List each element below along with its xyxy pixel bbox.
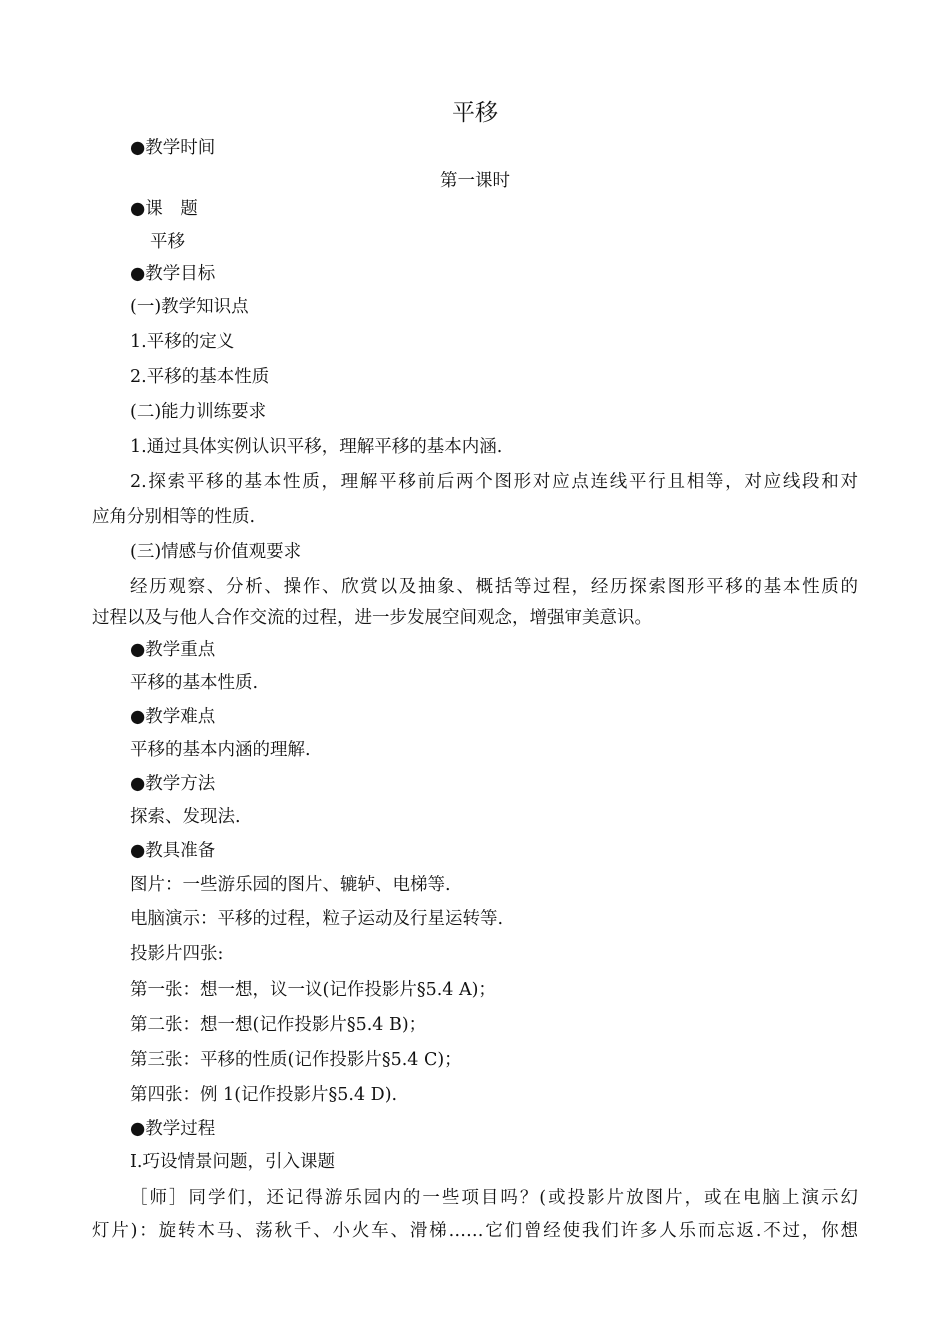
process-text-line-2: 灯片)：旋转木马、荡秋千、小火车、滑梯……它们曾经使我们许多人乐而忘返.不过，你想 <box>92 1221 858 1241</box>
heading-method: ●教学方法 <box>130 774 216 794</box>
heading-difficulty: ●教学难点 <box>130 707 216 727</box>
materials-computer: 电脑演示：平移的过程，粒子运动及行星运转等. <box>130 909 504 929</box>
emotion-text-line-1: 经历观察、分析、操作、欣赏以及抽象、概括等过程，经历探索图形平移的基本性质的 <box>130 577 858 597</box>
slide-3: 第三张：平移的性质(记作投影片§5.4 C)； <box>130 1050 462 1070</box>
heading-topic: ●课 题 <box>130 199 198 219</box>
subheading-emotion: (三)情感与价值观要求 <box>130 542 302 562</box>
heading-materials: ●教具准备 <box>130 841 216 861</box>
ability-item-2-line-1: 2.探索平移的基本性质，理解平移前后两个图形对应点连线平行且相等，对应线段和对 <box>130 472 858 492</box>
heading-teaching-time: ●教学时间 <box>130 138 216 158</box>
topic-text: 平移 <box>150 232 185 252</box>
process-text-line-1: ［师］同学们，还记得游乐园内的一些项目吗？(或投影片放图片，或在电脑上演示幻 <box>130 1188 858 1208</box>
difficulty-text: 平移的基本内涵的理解. <box>130 740 311 760</box>
subheading-knowledge: (一)教学知识点 <box>130 297 249 317</box>
materials-slides: 投影片四张: <box>130 944 224 964</box>
method-text: 探索、发现法. <box>130 807 241 827</box>
key-point-text: 平移的基本性质. <box>130 673 259 693</box>
materials-pictures: 图片：一些游乐园的图片、辘轳、电梯等. <box>130 875 451 895</box>
slide-1: 第一张：想一想，议一议(记作投影片§5.4 A)； <box>130 980 496 1000</box>
ability-item-2-line-2: 应角分别相等的性质. <box>92 507 256 527</box>
knowledge-item-1: 1.平移的定义 <box>130 332 235 352</box>
slide-2: 第二张：想一想(记作投影片§5.4 B)； <box>130 1015 427 1035</box>
subheading-ability: (二)能力训练要求 <box>130 402 267 422</box>
ability-item-1: 1.通过具体实例认识平移，理解平移的基本内涵. <box>130 437 503 457</box>
process-step-1: Ⅰ.巧设情景问题，引入课题 <box>130 1152 335 1172</box>
heading-process: ●教学过程 <box>130 1119 216 1139</box>
page-title: 平移 <box>452 100 498 126</box>
heading-objectives: ●教学目标 <box>130 264 216 284</box>
heading-key-point: ●教学重点 <box>130 640 216 660</box>
emotion-text-line-2: 过程以及与他人合作交流的过程，进一步发展空间观念，增强审美意识。 <box>92 608 652 628</box>
slide-4: 第四张：例 1(记作投影片§5.4 D). <box>130 1085 398 1105</box>
knowledge-item-2: 2.平移的基本性质 <box>130 367 270 387</box>
lesson-period: 第一课时 <box>440 171 510 191</box>
